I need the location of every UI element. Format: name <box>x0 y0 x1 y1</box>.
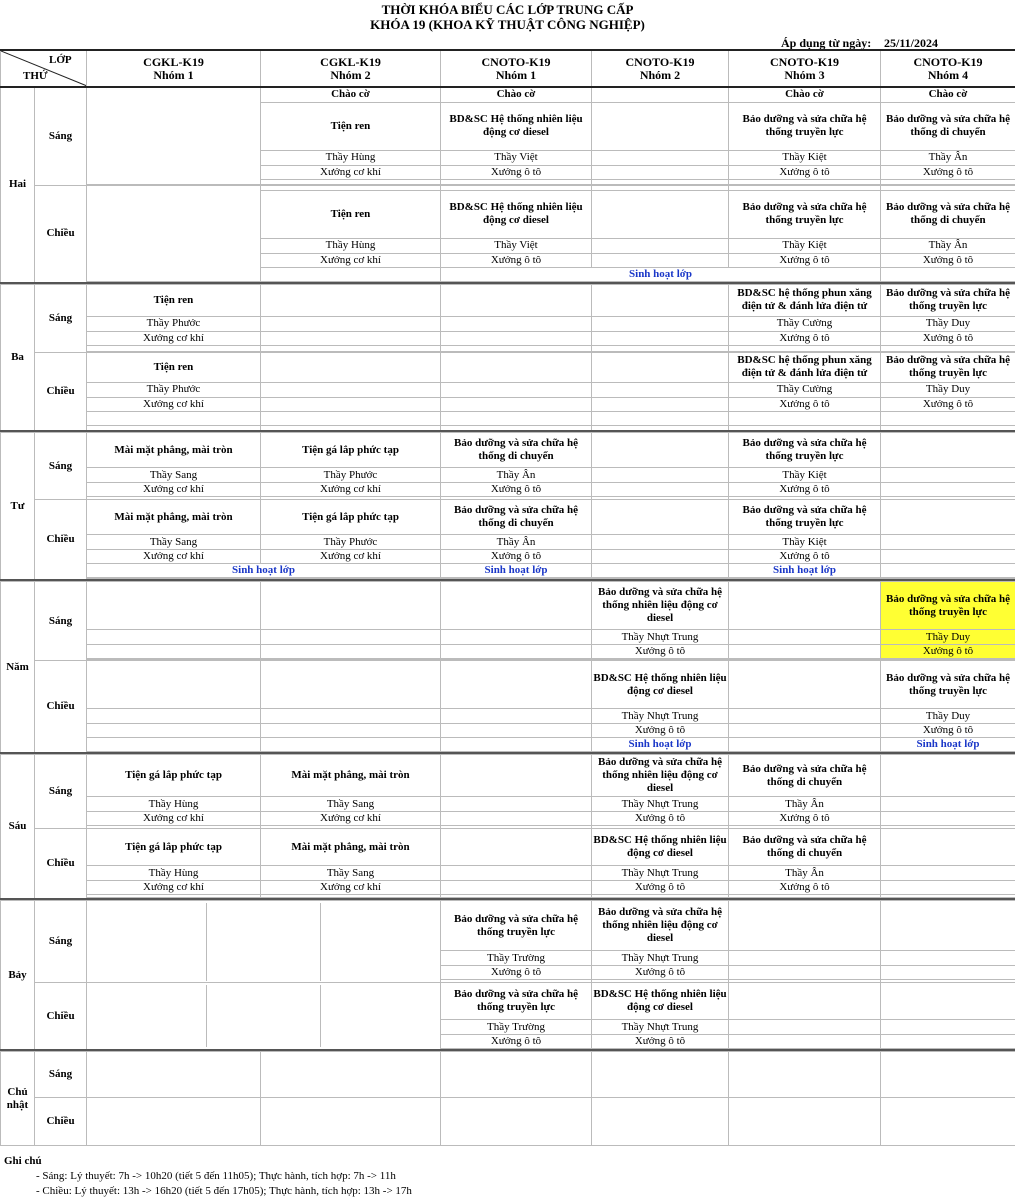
teacher-cell: Thầy Phước <box>87 382 261 397</box>
room-cell: Xưởng ô tô <box>592 966 729 980</box>
session-label: Sáng <box>35 87 87 185</box>
room-cell: Xưởng ô tô <box>441 550 592 564</box>
teacher-cell: Thầy Ân <box>441 535 592 550</box>
note-line: - Sáng: Lý thuyết: 7h -> 10h20 (tiết 5 đến 11h05); Thực hành, tích hợp: 7h -> 11h <box>36 1170 396 1182</box>
teacher-cell: Thầy Nhựt Trung <box>592 951 729 966</box>
class-code: CGKL-K19 <box>143 54 204 69</box>
schedule-cell <box>87 582 261 630</box>
room-cell: Xưởng ô tô <box>729 812 881 826</box>
teacher-cell: Thầy Hùng <box>87 866 261 881</box>
schedule-cell <box>729 582 881 630</box>
session-label: Chiều <box>35 500 87 581</box>
room-cell: Xưởng cơ khí <box>87 812 261 826</box>
page-subtitle: KHÓA 19 (KHOA KỸ THUẬT CÔNG NGHIỆP) <box>370 17 645 32</box>
schedule-cell <box>729 901 881 951</box>
teacher-cell: Thầy Trường <box>441 1020 592 1035</box>
schedule-cell <box>261 661 441 709</box>
subject-cell: Bảo dưỡng và sửa chữa hệ thống truyền lực <box>729 500 881 535</box>
schedule-cell <box>441 661 592 709</box>
teacher-cell: Thầy Kiệt <box>729 150 881 165</box>
teacher-cell: Thầy Sang <box>87 535 261 550</box>
subject-cell: Bảo dưỡng và sửa chữa hệ thống truyền lực <box>441 983 592 1020</box>
session-label: Chiều <box>35 1098 87 1146</box>
class-header-cnoto-n3 <box>729 50 881 87</box>
subject-cell: BD&SC Hệ thống nhiên liệu động cơ diesel <box>592 983 729 1020</box>
subject-cell: Bảo dưỡng và sửa chữa hệ thống truyền lực <box>881 284 1015 316</box>
class-header-cnoto-n2 <box>592 50 729 87</box>
class-group: Nhóm 2 <box>639 67 681 82</box>
room-cell: Xưởng ô tô <box>881 397 1015 411</box>
teacher-cell: Thầy Sang <box>87 468 261 483</box>
schedule-cell <box>87 983 441 1051</box>
class-code: CGKL-K19 <box>320 54 381 69</box>
room-cell: Xưởng ô tô <box>441 483 592 497</box>
class-header-cnoto-n1 <box>441 50 592 87</box>
session-label: Chiều <box>35 352 87 431</box>
schedule-cell <box>729 1052 881 1098</box>
subject-cell-highlighted: Bảo dưỡng và sửa chữa hệ thống truyền lực <box>881 582 1015 630</box>
subject-cell: Bảo dưỡng và sửa chữa hệ thống di chuyển <box>441 500 592 535</box>
teacher-cell: Thầy Sang <box>261 797 441 812</box>
room-cell: Xưởng ô tô <box>592 724 729 738</box>
class-group: Nhóm 3 <box>784 67 825 82</box>
subject-cell: Mài mặt phẳng, mài tròn <box>87 500 261 535</box>
day-label: Năm <box>1 582 35 754</box>
subject-cell: Bảo dưỡng và sửa chữa hệ thống di chuyển <box>881 190 1015 238</box>
room-cell: Xưởng ô tô <box>729 483 881 497</box>
room-cell: Xưởng ô tô <box>441 253 592 267</box>
schedule-cell <box>881 829 1015 866</box>
chao-co: Chào cờ <box>441 87 592 102</box>
session-label: Chiều <box>35 829 87 900</box>
corner-lop-label: LỚP <box>49 54 72 66</box>
subject-cell: BD&SC Hệ thống nhiên liệu động cơ diesel <box>441 102 592 150</box>
apply-date-label: Áp dụng từ ngày: <box>781 36 872 50</box>
teacher-cell: Thầy Việt <box>441 238 592 253</box>
subject-cell: Bảo dưỡng và sửa chữa hệ thống truyền lực <box>729 102 881 150</box>
schedule-cell <box>881 1052 1015 1098</box>
schedule-cell <box>261 1052 441 1098</box>
schedule-cell <box>592 1052 729 1098</box>
class-group: Nhóm 2 <box>330 67 371 82</box>
teacher-cell: Thầy Hùng <box>261 238 441 253</box>
room-cell: Xưởng ô tô <box>729 881 881 895</box>
sinh-hoat-lop: Sinh hoạt lớp <box>881 738 1015 752</box>
schedule-cell <box>592 500 729 535</box>
schedule-cell <box>87 661 261 709</box>
room-cell: Xưởng ô tô <box>441 165 592 179</box>
header-corner <box>1 50 87 87</box>
subject-cell: Bảo dưỡng và sửa chữa hệ thống truyền lực <box>729 433 881 468</box>
subject-cell: Bảo dưỡng và sửa chữa hệ thống nhiên liệu động cơ diesel <box>592 755 729 797</box>
subject-cell: Tiện ren <box>261 190 441 238</box>
schedule-cell <box>87 185 261 281</box>
subject-cell: Bảo dưỡng và sửa chữa hệ thống di chuyển <box>881 102 1015 150</box>
session-label: Sáng <box>35 1052 87 1098</box>
subject-cell: BD&SC Hệ thống nhiên liệu động cơ diesel <box>441 190 592 238</box>
teacher-cell: Thầy Duy <box>881 382 1015 397</box>
schedule-cell <box>592 433 729 468</box>
class-group: Nhóm 1 <box>495 67 537 82</box>
room-cell: Xưởng ô tô <box>881 165 1015 179</box>
sinh-hoat-lop: Sinh hoạt lớp <box>592 738 729 752</box>
schedule-cell <box>441 829 592 866</box>
class-header-cgkl-n2 <box>261 50 441 87</box>
schedule-cell <box>592 102 729 150</box>
subject-cell: Bảo dưỡng và sửa chữa hệ thống di chuyển <box>441 433 592 468</box>
schedule-cell <box>881 755 1015 797</box>
day-label: Sáu <box>1 755 35 900</box>
teacher-cell: Thầy Kiệt <box>729 468 881 483</box>
schedule-cell <box>592 87 729 102</box>
subject-cell: Tiện gá lắp phức tạp <box>87 755 261 797</box>
teacher-cell: Thầy Ân <box>729 797 881 812</box>
room-cell: Xưởng ô tô <box>881 724 1015 738</box>
schedule-cell <box>87 87 261 184</box>
corner-thu-label: THỨ <box>23 70 48 82</box>
teacher-cell-highlighted: Thầy Duy <box>881 630 1015 645</box>
teacher-cell: Thầy Nhựt Trung <box>592 630 729 645</box>
teacher-cell: Thầy Ân <box>441 468 592 483</box>
session-label: Chiều <box>35 983 87 1051</box>
subject-cell: Bảo dưỡng và sửa chữa hệ thống nhiên liệu động cơ diesel <box>592 582 729 630</box>
subject-cell: Mài mặt phẳng, mài tròn <box>87 433 261 468</box>
day-label: Ba <box>1 284 35 431</box>
schedule-cell <box>881 983 1015 1020</box>
sinh-hoat-lop: Sinh hoạt lớp <box>441 564 592 578</box>
teacher-cell: Thầy Kiệt <box>729 238 881 253</box>
subject-cell: Tiện ren <box>87 352 261 382</box>
room-cell: Xưởng ô tô <box>592 812 729 826</box>
teacher-cell: Thầy Duy <box>881 709 1015 724</box>
schedule-cell <box>261 1098 441 1146</box>
session-label: Sáng <box>35 433 87 500</box>
teacher-cell: Thầy Hùng <box>87 797 261 812</box>
subject-cell: Tiện gá lắp phức tạp <box>261 433 441 468</box>
teacher-cell: Thầy Nhựt Trung <box>592 866 729 881</box>
schedule-cell <box>881 433 1015 468</box>
session-label: Sáng <box>35 582 87 661</box>
schedule-cell <box>592 284 729 316</box>
room-cell: Xưởng ô tô <box>592 645 729 659</box>
session-label: Sáng <box>35 755 87 829</box>
schedule-cell <box>592 238 729 253</box>
schedule-cell <box>441 755 592 797</box>
day-label: Chủ nhật <box>1 1052 35 1146</box>
note-line: - Chiều: Lý thuyết: 13h -> 16h20 (tiết 5 đến 17h05); Thực hành, tích hợp: 13h -> 17h <box>36 1185 412 1197</box>
class-header-cnoto-n4 <box>881 50 1015 87</box>
schedule-cell <box>592 253 729 267</box>
schedule-cell <box>441 352 592 382</box>
schedule-cell <box>441 1098 592 1146</box>
sinh-hoat-lop: Sinh hoạt lớp <box>441 267 881 281</box>
room-cell: Xưởng ô tô <box>729 331 881 345</box>
teacher-cell: Thầy Việt <box>441 150 592 165</box>
teacher-cell: Thầy Nhựt Trung <box>592 797 729 812</box>
session-label: Chiều <box>35 661 87 754</box>
session-label: Sáng <box>35 901 87 983</box>
page-title: THỜI KHÓA BIỂU CÁC LỚP TRUNG CẤP <box>381 2 634 17</box>
room-cell: Xưởng ô tô <box>729 550 881 564</box>
class-code: CNOTO-K19 <box>625 54 695 69</box>
class-code: CNOTO-K19 <box>481 54 551 69</box>
apply-date-value: 25/11/2024 <box>884 36 939 50</box>
teacher-cell: Thầy Phước <box>261 535 441 550</box>
room-cell: Xưởng ô tô <box>729 253 881 267</box>
class-code: CNOTO-K19 <box>769 54 840 69</box>
sinh-hoat-lop: Sinh hoạt lớp <box>87 564 441 578</box>
teacher-cell: Thầy Cường <box>729 382 881 397</box>
subject-cell: Bảo dưỡng và sửa chữa hệ thống truyền lực <box>881 661 1015 709</box>
room-cell: Xưởng cơ khí <box>261 253 441 267</box>
teacher-cell: Thầy Trường <box>441 951 592 966</box>
sinh-hoat-lop: Sinh hoạt lớp <box>729 564 881 578</box>
subject-cell: Bảo dưỡng và sửa chữa hệ thống di chuyển <box>729 755 881 797</box>
notes-title: Ghi chú <box>4 1155 42 1167</box>
subject-cell: Mài mặt phẳng, mài tròn <box>261 755 441 797</box>
schedule-cell <box>592 190 729 238</box>
room-cell: Xưởng cơ khí <box>261 165 441 179</box>
room-cell: Xưởng cơ khí <box>87 397 261 411</box>
class-code: CNOTO-K19 <box>913 54 983 69</box>
schedule-cell <box>881 500 1015 535</box>
day-label: Hai <box>1 87 35 283</box>
room-cell: Xưởng cơ khí <box>261 881 441 895</box>
subject-cell: Tiện ren <box>87 284 261 316</box>
room-cell: Xưởng ô tô <box>729 397 881 411</box>
room-cell: Xưởng cơ khí <box>87 331 261 345</box>
class-group: Nhóm 4 <box>927 67 969 82</box>
subject-cell: BD&SC hệ thống phun xăng điện tử & đánh lửa điện tử <box>729 284 881 316</box>
teacher-cell: Thầy Kiệt <box>729 535 881 550</box>
teacher-cell: Thầy Phước <box>261 468 441 483</box>
teacher-cell: Thầy Ân <box>881 238 1015 253</box>
session-label: Sáng <box>35 284 87 352</box>
subject-cell: BD&SC Hệ thống nhiên liệu động cơ diesel <box>592 661 729 709</box>
subject-cell: BD&SC Hệ thống nhiên liệu động cơ diesel <box>592 829 729 866</box>
room-cell: Xưởng ô tô <box>441 1035 592 1049</box>
schedule-cell <box>592 1098 729 1146</box>
session-label: Chiều <box>35 185 87 283</box>
teacher-cell: Thầy Ân <box>729 866 881 881</box>
room-cell: Xưởng cơ khí <box>87 550 261 564</box>
schedule-cell <box>592 150 729 165</box>
schedule-cell <box>87 1098 261 1146</box>
room-cell: Xưởng ô tô <box>592 881 729 895</box>
subject-cell: Bảo dưỡng và sửa chữa hệ thống truyền lực <box>729 190 881 238</box>
room-cell: Xưởng ô tô <box>881 253 1015 267</box>
teacher-cell: Thầy Cường <box>729 316 881 331</box>
schedule-cell <box>441 284 592 316</box>
schedule-cell <box>729 661 881 709</box>
teacher-cell: Thầy Nhựt Trung <box>592 1020 729 1035</box>
schedule-cell <box>441 1052 592 1098</box>
schedule-cell <box>261 352 441 382</box>
subject-cell: Bảo dưỡng và sửa chữa hệ thống truyền lực <box>881 352 1015 382</box>
notes <box>4 1154 412 1199</box>
schedule-cell <box>441 582 592 630</box>
day-label: Bảy <box>1 901 35 1051</box>
chao-co: Chào cờ <box>881 87 1015 102</box>
schedule-cell <box>729 1098 881 1146</box>
room-cell: Xưởng ô tô <box>729 165 881 179</box>
room-cell: Xưởng ô tô <box>881 331 1015 345</box>
teacher-cell: Thầy Hùng <box>261 150 441 165</box>
subject-cell: Tiện gá lắp phức tạp <box>261 500 441 535</box>
room-cell: Xưởng ô tô <box>441 966 592 980</box>
schedule-cell <box>881 901 1015 951</box>
schedule-cell <box>87 1052 261 1098</box>
teacher-cell: Thầy Phước <box>87 316 261 331</box>
class-group: Nhóm 1 <box>153 67 194 82</box>
subject-cell: Bảo dưỡng và sửa chữa hệ thống di chuyển <box>729 829 881 866</box>
schedule-cell <box>729 983 881 1020</box>
subject-cell: BD&SC hệ thống phun xăng điện tử & đánh lửa điện tử <box>729 352 881 382</box>
subject-cell: Bảo dưỡng và sửa chữa hệ thống nhiên liệu động cơ diesel <box>592 901 729 951</box>
chao-co: Chào cờ <box>729 87 881 102</box>
schedule-cell <box>261 284 441 316</box>
schedule-cell <box>881 1098 1015 1146</box>
schedule-cell <box>87 901 441 983</box>
room-cell-highlighted: Xưởng ô tô <box>881 645 1015 659</box>
room-cell: Xưởng ô tô <box>592 1035 729 1049</box>
subject-cell: Mài mặt phẳng, mài tròn <box>261 829 441 866</box>
teacher-cell: Thầy Duy <box>881 316 1015 331</box>
teacher-cell: Thầy Sang <box>261 866 441 881</box>
subject-cell: Bảo dưỡng và sửa chữa hệ thống truyền lực <box>441 901 592 951</box>
schedule-cell <box>592 165 729 179</box>
day-label: Tư <box>1 433 35 581</box>
room-cell: Xưởng cơ khí <box>261 812 441 826</box>
timetable <box>0 49 1015 1146</box>
class-header-cgkl-n1 <box>87 50 261 87</box>
chao-co: Chào cờ <box>261 87 441 102</box>
subject-cell: Tiện gá lắp phức tạp <box>87 829 261 866</box>
subject-cell: Tiện ren <box>261 102 441 150</box>
teacher-cell: Thầy Nhựt Trung <box>592 709 729 724</box>
room-cell: Xưởng cơ khí <box>261 550 441 564</box>
room-cell: Xưởng cơ khí <box>261 483 441 497</box>
room-cell: Xưởng cơ khí <box>87 483 261 497</box>
schedule-cell <box>261 582 441 630</box>
schedule-cell <box>592 352 729 382</box>
teacher-cell: Thầy Ân <box>881 150 1015 165</box>
room-cell: Xưởng cơ khí <box>87 881 261 895</box>
